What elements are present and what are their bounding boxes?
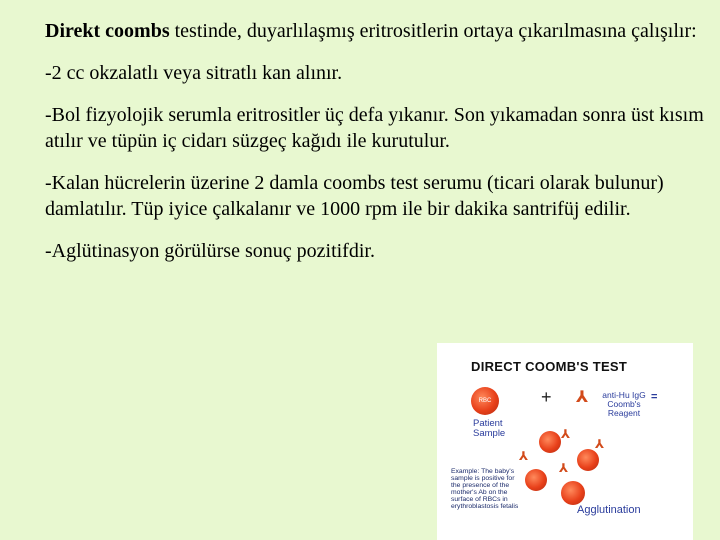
agglutinated-rbc-cell [577,449,599,471]
antibody-icon: ⅄ [576,389,589,406]
agglutinated-rbc-cell [525,469,547,491]
plus-sign: + [541,387,552,407]
slide-text [45,18,705,280]
step-add-serum: -Kalan hücrelerin üzerine 2 damla coombs test serumu (ticari olarak bulunur) damlatılır. Tüp iyice çalkalanır ve 1000 rpm ile bir dakika santrifüj edilir. [45,172,664,220]
intro-paragraph [45,18,705,44]
step-wash-cells: -Bol fizyolojik serumla eritrositler üç defa yıkanır. Son yıkamadan sonra üst kısım atılır ve tüpün iç cidarı süzgeç kağıdı ile kurutulur. [45,104,704,152]
equals-sign: = [651,391,658,403]
intro-rest: testinde, duyarlılaşmış eritrositlerin ortaya çıkarılmasına çalışılır: [169,20,697,42]
agglutinated-rbc-cell [539,431,561,453]
antibody-icon: ⅄ [595,437,605,451]
agglutination-label: Agglutination [577,504,641,516]
antibody-icon: ⅄ [561,427,571,441]
patient-sample-label: Patient Sample [473,418,506,439]
intro-bold-term: Direkt coombs [45,20,170,42]
reagent-label: anti-Hu IgG Coomb's Reagent [602,390,646,418]
patient-rbc-cell [471,387,499,415]
coombs-test-figure [437,343,693,540]
figure-title: DIRECT COOMB'S TEST [471,359,628,374]
step-blood-sample: -2 cc okzalatlı veya sitratlı kan alınır. [45,62,343,84]
antibody-icon: ⅄ [519,449,529,463]
step-result: -Aglütinasyon görülürse sonuç pozitifdir. [45,240,375,262]
rbc-label: RBC [478,398,492,404]
agglutinated-rbc-cell [561,481,585,505]
antibody-icon: ⅄ [559,461,569,475]
example-note: Example: The baby's sample is positive for the presence of the mother's Ab on the surface of RBCs in erythroblastosis fetalis [451,468,519,510]
